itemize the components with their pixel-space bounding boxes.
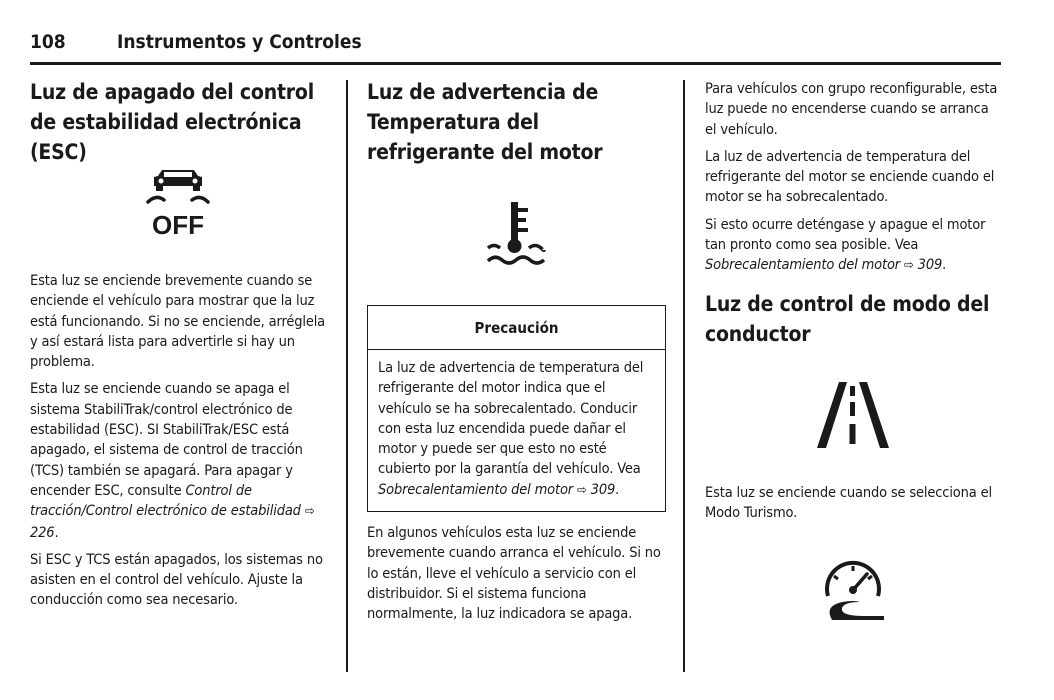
- coolant-paragraph-1: En algunos vehículos esta luz se enciende brevemente cuando arranca el vehículo. Si no lo están, lleve el vehículo a servicio con el distribuidor. Si el sistema funciona normalmente, la luz indicadora se apaga.: [367, 525, 661, 623]
- coolant-paragraph-3: La luz de advertencia de temperatura del refrigerante del motor se enciende cuando el motor se ha sobrecalentado.: [705, 148, 995, 206]
- column-1-body: [30, 271, 330, 618]
- esc-off-label: OFF: [152, 210, 204, 240]
- esc-paragraph-2: Esta luz se enciende cuando se apaga el sistema StabiliTrak/control electrónico de estabilidad (ESC). SI StabiliTrak/ESC está apagado, el sistema de control de tracción (TCS) también se apagará. Para apagar y encender ESC, consulte Control de tracción/Control electrónico de estabilidad ⇨ 226.: [30, 381, 315, 541]
- reference-arrow-icon: ⇨: [304, 504, 315, 520]
- esc-off-heading: Luz de apagado del control de estabilidad electrónica (ESC): [30, 80, 314, 164]
- esc-off-icon: [142, 168, 214, 240]
- driver-mode-heading: Luz de control de modo del conductor: [705, 292, 990, 346]
- caution-box: [367, 305, 666, 512]
- driver-mode-section: [705, 289, 1002, 349]
- column-2: [367, 77, 667, 167]
- driver-mode-body: [705, 483, 1002, 531]
- esc-paragraph-3: Si ESC y TCS están apagados, los sistemas no asisten en el control del vehículo. Ajuste la conducción como sea necesario.: [30, 551, 323, 609]
- reference-arrow-icon: ⇨: [904, 258, 914, 274]
- column-divider-2: [683, 80, 685, 672]
- driver-mode-paragraph: Esta luz se enciende cuando se selecciona el Modo Turismo.: [705, 485, 992, 522]
- coolant-heading: Luz de advertencia de Temperatura del refrigerante del motor: [367, 80, 603, 164]
- coolant-temperature-icon: [486, 198, 546, 268]
- caution-text: La luz de advertencia de temperatura del refrigerante del motor indica que el vehículo se ha sobrecalentado. Conducir con esta luz encendida puede dañar el motor y puede ser que esto no esté cubierto por la garantía del vehículo. Vea Sobrecalentamiento del motor ⇨ 309.: [378, 360, 644, 498]
- traction-control-link[interactable]: Control de tracción/Control electrónico de estabilidad ⇨ 226: [30, 482, 315, 541]
- caution-body: [368, 350, 665, 507]
- page-number: 108: [30, 31, 66, 53]
- column-divider-1: [346, 80, 348, 672]
- overheating-link[interactable]: Sobrecalentamiento del motor ⇨ 309: [705, 257, 943, 274]
- coolant-paragraph-2: Para vehículos con grupo reconfigurable, esta luz puede no encenderse cuando se arranca el vehículo.: [705, 81, 998, 138]
- road-touring-mode-icon: [817, 380, 889, 450]
- esc-paragraph-1: Esta luz se enciende brevemente cuando se enciende el vehículo para mostrar que la luz está funcionando. Si no se enciende, arréglela y así estará lista para advertirle si hay un problema.: [30, 273, 326, 371]
- overheating-link[interactable]: Sobrecalentamiento del motor ⇨ 309: [378, 481, 616, 498]
- column-2-body: [367, 523, 664, 631]
- column-3: [705, 79, 1002, 284]
- reference-arrow-icon: ⇨: [577, 482, 587, 498]
- section-title: Instrumentos y Controles: [117, 31, 362, 53]
- caution-title: Precaución: [368, 306, 665, 350]
- column-1: [30, 77, 330, 167]
- coolant-paragraph-4: Si esto ocurre deténgase y apague el motor tan pronto como sea posible. Vea Sobrecalentamiento del motor ⇨ 309.: [705, 216, 986, 274]
- header-rule: [30, 62, 1001, 65]
- speedometer-winding-road-icon: [820, 556, 886, 622]
